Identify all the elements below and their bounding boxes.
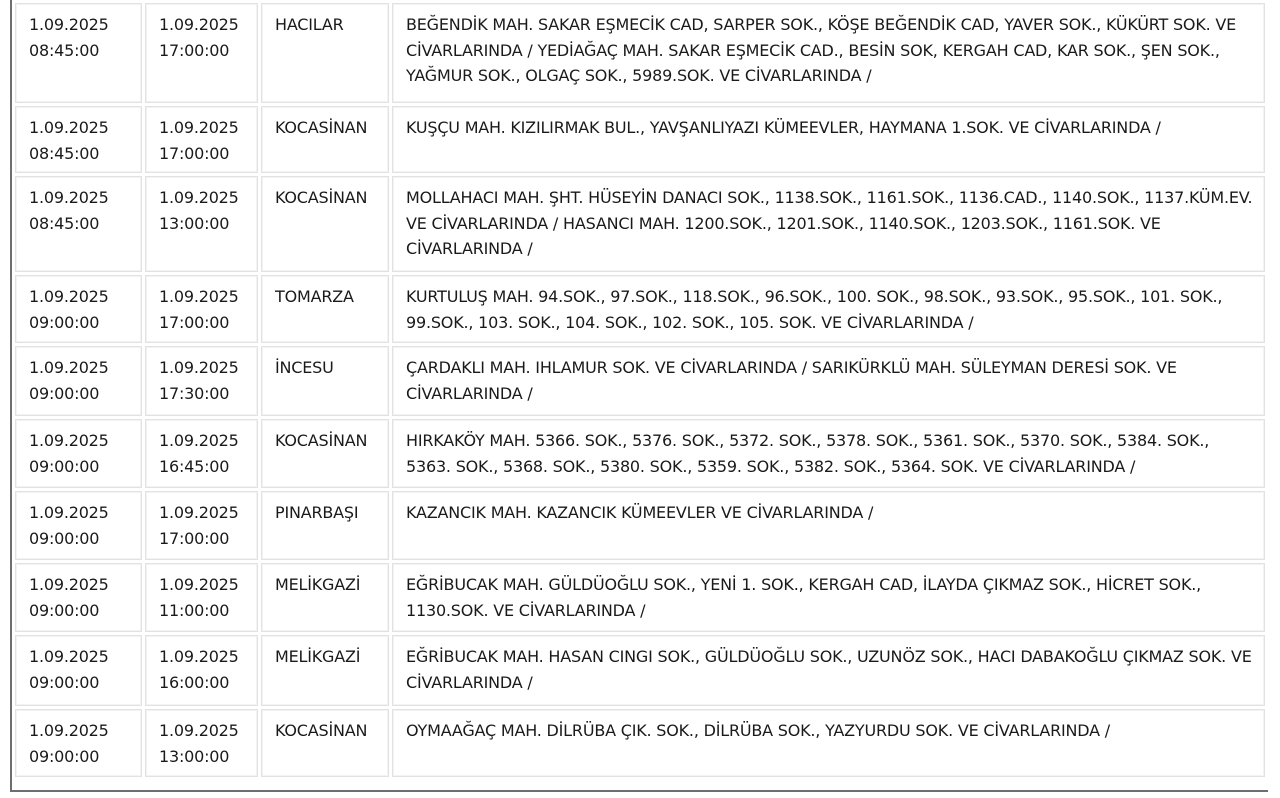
- affected-area-cell: ÇARDAKLI MAH. IHLAMUR SOK. VE CİVARLARINDA / SARIKÜRKLÜ MAH. SÜLEYMAN DERESİ SOK. VE CİVARLARINDA /: [392, 346, 1265, 416]
- end-date: 1.09.2025: [159, 575, 239, 594]
- start-date: 1.09.2025: [29, 647, 109, 666]
- table-row: [15, 176, 1265, 272]
- end-datetime-cell: [145, 491, 258, 560]
- start-date: 1.09.2025: [29, 503, 109, 522]
- end-date: 1.09.2025: [159, 15, 239, 34]
- affected-area-cell: EĞRİBUCAK MAH. HASAN CINGI SOK., GÜLDÜOĞLU SOK., UZUNÖZ SOK., HACI DABAKOĞLU ÇIKMAZ SOK. VE CİVARLARINDA /: [392, 635, 1265, 706]
- affected-area-cell: KAZANCIK MAH. KAZANCIK KÜMEEVLER VE CİVARLARINDA /: [392, 491, 1265, 560]
- end-time: 13:00:00: [159, 746, 230, 766]
- district-cell: KOCASİNAN: [261, 709, 389, 777]
- district-cell: PINARBAŞI: [261, 491, 389, 560]
- district-cell: TOMARZA: [261, 275, 389, 343]
- start-date: 1.09.2025: [29, 15, 109, 34]
- end-date: 1.09.2025: [159, 188, 239, 207]
- end-date: 1.09.2025: [159, 721, 239, 740]
- start-date: 1.09.2025: [29, 287, 109, 306]
- table-row: [15, 346, 1265, 416]
- outage-table-body: [15, 3, 1265, 777]
- end-datetime-cell: [145, 563, 258, 632]
- start-date: 1.09.2025: [29, 575, 109, 594]
- end-date: 1.09.2025: [159, 647, 239, 666]
- end-time: 17:00:00: [159, 528, 230, 548]
- end-datetime-cell: [145, 3, 258, 103]
- start-time: 08:45:00: [29, 40, 100, 60]
- start-datetime-cell: [15, 419, 142, 488]
- end-time: 16:45:00: [159, 456, 230, 476]
- table-row: [15, 106, 1265, 173]
- end-date: 1.09.2025: [159, 431, 239, 450]
- end-datetime-cell: [145, 176, 258, 272]
- start-time: 09:00:00: [29, 746, 100, 766]
- affected-area-cell: EĞRİBUCAK MAH. GÜLDÜOĞLU SOK., YENİ 1. SOK., KERGAH CAD, İLAYDA ÇIKMAZ SOK., HİCRET SOK., 1130.SOK. VE CİVARLARINDA /: [392, 563, 1265, 632]
- start-time: 09:00:00: [29, 600, 100, 620]
- start-date: 1.09.2025: [29, 188, 109, 207]
- district-cell: MELİKGAZİ: [261, 563, 389, 632]
- start-datetime-cell: [15, 709, 142, 777]
- end-time: 17:00:00: [159, 312, 230, 332]
- end-datetime-cell: [145, 635, 258, 706]
- end-time: 11:00:00: [159, 600, 230, 620]
- district-cell: KOCASİNAN: [261, 176, 389, 272]
- table-row: [15, 275, 1265, 343]
- end-datetime-cell: [145, 275, 258, 343]
- start-time: 08:45:00: [29, 213, 100, 233]
- end-date: 1.09.2025: [159, 503, 239, 522]
- affected-area-cell: MOLLAHACI MAH. ŞHT. HÜSEYİN DANACI SOK., 1138.SOK., 1161.SOK., 1136.CAD., 1140.SOK., 1137.KÜM.EV. VE CİVARLARINDA / HASANCI MAH. 1200.SOK., 1201.SOK., 1140.SOK., 1203.SOK., 1161.SOK. VE CİVARLARINDA /: [392, 176, 1265, 272]
- start-datetime-cell: [15, 563, 142, 632]
- outage-table-frame: [10, 0, 1268, 792]
- end-time: 17:00:00: [159, 143, 230, 163]
- start-time: 09:00:00: [29, 383, 100, 403]
- affected-area-cell: BEĞENDİK MAH. SAKAR EŞMECİK CAD, SARPER SOK., KÖŞE BEĞENDİK CAD, YAVER SOK., KÜKÜRT SOK. VE CİVARLARINDA / YEDİAĞAÇ MAH. SAKAR EŞMECİK CAD., BESİN SOK, KERGAH CAD, KAR SOK., ŞEN SOK., YAĞMUR SOK., OLGAÇ SOK., 5989.SOK. VE CİVARLARINDA /: [392, 3, 1265, 103]
- table-row: [15, 563, 1265, 632]
- start-datetime-cell: [15, 346, 142, 416]
- end-date: 1.09.2025: [159, 118, 239, 137]
- start-date: 1.09.2025: [29, 721, 109, 740]
- start-datetime-cell: [15, 176, 142, 272]
- end-datetime-cell: [145, 709, 258, 777]
- start-datetime-cell: [15, 275, 142, 343]
- affected-area-cell: KURTULUŞ MAH. 94.SOK., 97.SOK., 118.SOK., 96.SOK., 100. SOK., 98.SOK., 93.SOK., 95.SOK., 101. SOK., 99.SOK., 103. SOK., 104. SOK., 102. SOK., 105. SOK. VE CİVARLARINDA /: [392, 275, 1265, 343]
- start-datetime-cell: [15, 106, 142, 173]
- start-time: 09:00:00: [29, 312, 100, 332]
- end-datetime-cell: [145, 346, 258, 416]
- table-row: [15, 635, 1265, 706]
- district-cell: İNCESU: [261, 346, 389, 416]
- start-datetime-cell: [15, 491, 142, 560]
- table-row: [15, 419, 1265, 488]
- end-time: 13:00:00: [159, 213, 230, 233]
- district-cell: KOCASİNAN: [261, 419, 389, 488]
- start-time: 09:00:00: [29, 456, 100, 476]
- end-datetime-cell: [145, 419, 258, 488]
- end-time: 16:00:00: [159, 672, 230, 692]
- start-datetime-cell: [15, 3, 142, 103]
- table-row: [15, 3, 1265, 103]
- start-date: 1.09.2025: [29, 358, 109, 377]
- power-outage-table: [12, 0, 1268, 780]
- start-time: 09:00:00: [29, 672, 100, 692]
- end-date: 1.09.2025: [159, 358, 239, 377]
- district-cell: MELİKGAZİ: [261, 635, 389, 706]
- start-time: 09:00:00: [29, 528, 100, 548]
- end-datetime-cell: [145, 106, 258, 173]
- start-date: 1.09.2025: [29, 431, 109, 450]
- table-row: [15, 709, 1265, 777]
- district-cell: KOCASİNAN: [261, 106, 389, 173]
- district-cell: HACILAR: [261, 3, 389, 103]
- end-date: 1.09.2025: [159, 287, 239, 306]
- start-time: 08:45:00: [29, 143, 100, 163]
- start-datetime-cell: [15, 635, 142, 706]
- affected-area-cell: HIRKAKÖY MAH. 5366. SOK., 5376. SOK., 5372. SOK., 5378. SOK., 5361. SOK., 5370. SOK., 5384. SOK., 5363. SOK., 5368. SOK., 5380. SOK., 5359. SOK., 5382. SOK., 5364. SOK. VE CİVARLARINDA /: [392, 419, 1265, 488]
- table-row: [15, 491, 1265, 560]
- end-time: 17:30:00: [159, 383, 230, 403]
- start-date: 1.09.2025: [29, 118, 109, 137]
- affected-area-cell: KUŞÇU MAH. KIZILIRMAK BUL., YAVŞANLIYAZI KÜMEEVLER, HAYMANA 1.SOK. VE CİVARLARINDA /: [392, 106, 1265, 173]
- affected-area-cell: OYMAAĞAÇ MAH. DİLRÜBA ÇIK. SOK., DİLRÜBA SOK., YAZYURDU SOK. VE CİVARLARINDA /: [392, 709, 1265, 777]
- end-time: 17:00:00: [159, 40, 230, 60]
